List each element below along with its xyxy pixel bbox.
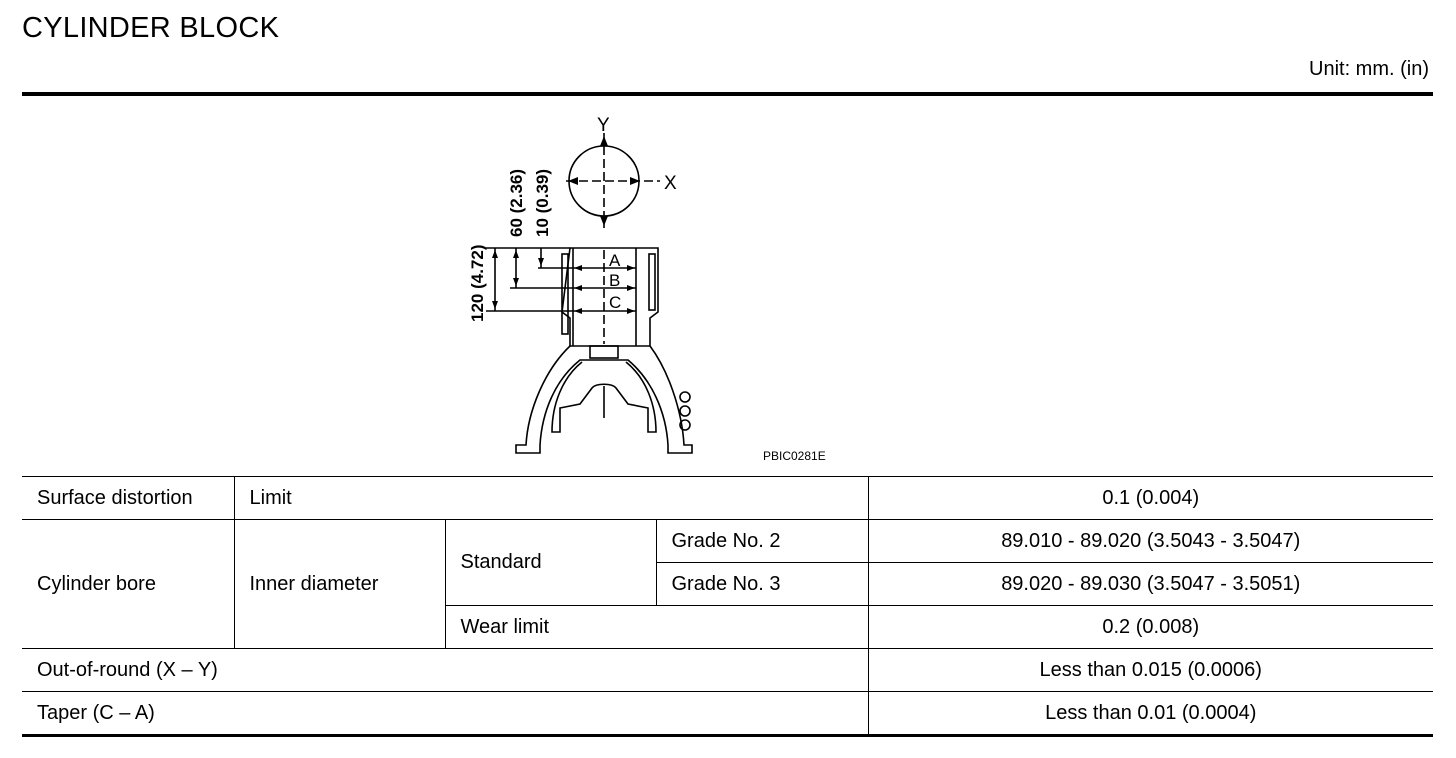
figure-code: PBIC0281E bbox=[763, 449, 826, 463]
bolt-boss-2 bbox=[680, 406, 690, 416]
axis-y-label: Y bbox=[597, 115, 610, 136]
dim-120-label: 120 (4.72) bbox=[468, 244, 487, 322]
label-c: C bbox=[609, 293, 622, 312]
arrow-c-right bbox=[627, 308, 635, 314]
grade-3-value: 89.020 - 89.030 (3.5047 - 3.5051) bbox=[868, 563, 1433, 606]
standard-label: Standard bbox=[445, 520, 656, 606]
label-a: A bbox=[609, 251, 621, 270]
arrow-120-bottom bbox=[492, 301, 498, 309]
dim-10-label: 10 (0.39) bbox=[533, 168, 552, 237]
right-water-jacket bbox=[649, 254, 655, 310]
surface-distortion-value: 0.1 (0.004) bbox=[868, 477, 1433, 520]
arrow-b bbox=[574, 285, 582, 291]
grade-2-value: 89.010 - 89.020 (3.5043 - 3.5047) bbox=[868, 520, 1433, 563]
page-title: CYLINDER BLOCK bbox=[22, 12, 280, 44]
arrow-120-top bbox=[492, 250, 498, 258]
cylinder-block-diagram bbox=[0, 96, 1456, 476]
axis-x-label: X bbox=[664, 173, 677, 194]
out-of-round-value: Less than 0.015 (0.0006) bbox=[868, 649, 1433, 692]
arrow-y-up bbox=[600, 136, 608, 146]
table-row bbox=[22, 520, 1433, 563]
arrow-60-top bbox=[513, 250, 519, 258]
grade-3-label: Grade No. 3 bbox=[656, 563, 868, 606]
label-b: B bbox=[609, 271, 621, 290]
arrow-a bbox=[574, 265, 582, 271]
taper-label: Taper (C – A) bbox=[22, 692, 868, 736]
unit-label: Unit: mm. (in) bbox=[1309, 58, 1429, 80]
inner-diameter-label: Inner diameter bbox=[234, 520, 445, 649]
arrow-10-bottom bbox=[538, 258, 544, 266]
bolt-boss-1 bbox=[680, 392, 690, 402]
cylinder-bore-label: Cylinder bore bbox=[22, 520, 234, 649]
surface-distortion-spec: Limit bbox=[234, 477, 868, 520]
taper-value: Less than 0.01 (0.0004) bbox=[868, 692, 1433, 736]
arrow-c bbox=[574, 308, 582, 314]
arrow-a-right bbox=[627, 265, 635, 271]
wear-limit-label: Wear limit bbox=[445, 606, 868, 649]
arrow-y-down bbox=[600, 216, 608, 226]
oil-passage bbox=[590, 346, 618, 358]
table-row bbox=[22, 692, 1433, 736]
surface-distortion-label: Surface distortion bbox=[22, 477, 234, 520]
out-of-round-label: Out-of-round (X – Y) bbox=[22, 649, 868, 692]
arrow-60-bottom bbox=[513, 278, 519, 286]
table-row bbox=[22, 477, 1433, 520]
wear-limit-value: 0.2 (0.008) bbox=[868, 606, 1433, 649]
arrow-b-right bbox=[627, 285, 635, 291]
dim-60-label: 60 (2.36) bbox=[507, 168, 526, 237]
table-row bbox=[22, 649, 1433, 692]
spec-table bbox=[22, 476, 1433, 737]
grade-2-label: Grade No. 2 bbox=[656, 520, 868, 563]
